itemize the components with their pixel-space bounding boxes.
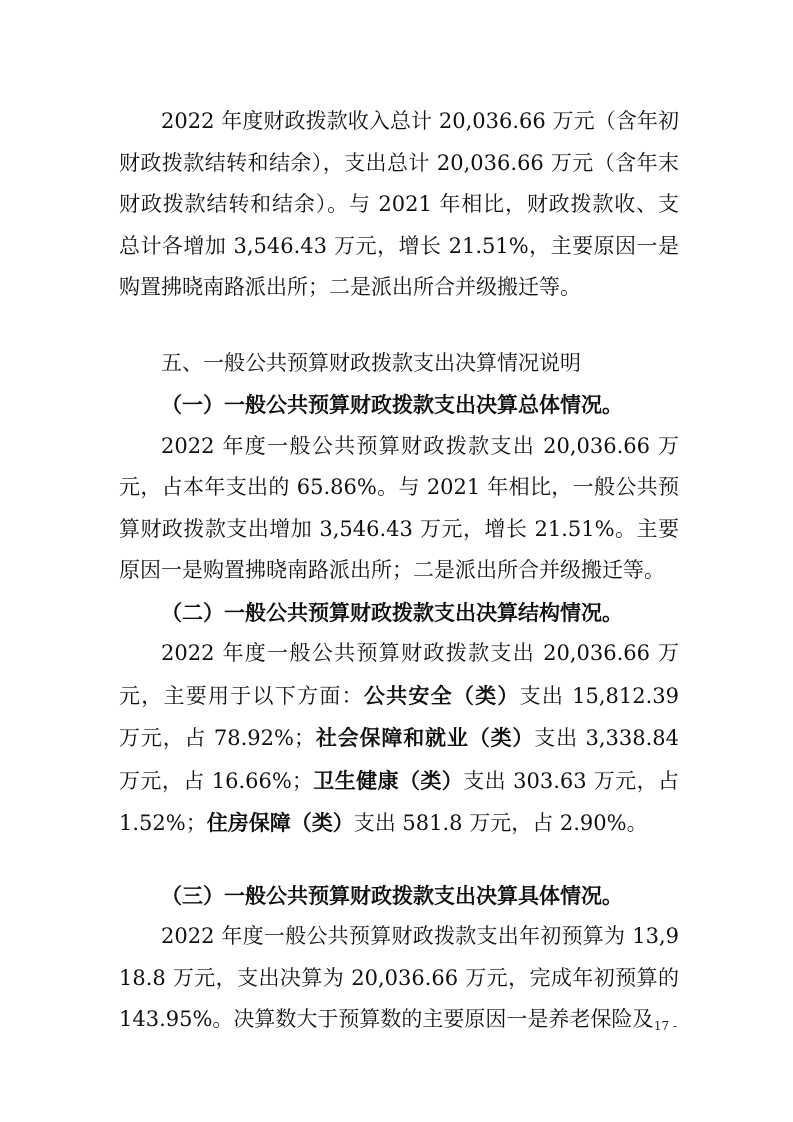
category-social-security: 社会保障和就业（类） [314, 725, 535, 750]
paragraph-structure [119, 633, 679, 845]
paragraph-overall: 2022 年度一般公共预算财政拨款支出 20,036.66 万元，占本年支出的 65.86%。与 2021 年相比，一般公共预算财政拨款支出增加 3,546.43 万元，增长 21.51%。主要原因一是购置拂晓南路派出所；二是派出所合并级搬迁等。 [119, 433, 679, 582]
spacer [119, 309, 679, 343]
structure-intro: 2022 年度一般公共预算财政拨款支出 20,036.66 万元，主要用于以下方面： [119, 641, 679, 708]
category-health-amount: 支出 303.63 万元，占 1.52%； [119, 768, 680, 835]
paragraph-fiscal-total: 2022 年度财政拨款收入总计 20,036.66 万元（含年初财政拨款结转和结余），支出总计 20,036.66 万元（含年末财政拨款结转和结余）。与 2021 年相比，财政拨款收、支总计各增加 3,546.43 万元，增长 21.51%，主要原因一是购置拂晓南路派出所；二是派出所合并级搬迁等。 [119, 109, 679, 299]
category-public-safety-amount: 支出 15,812.39 万元，占 78.92%； [119, 683, 680, 750]
category-public-safety: 公共安全（类） [363, 682, 520, 708]
spacer [119, 845, 679, 875]
category-health: 卫生健康（类） [312, 767, 464, 793]
subsection-three-title: （三）一般公共预算财政拨款支出决算具体情况。 [161, 882, 623, 908]
category-housing-amount: 支出 581.8 万元，占 2.90%。 [353, 811, 648, 835]
document-body [119, 101, 679, 1041]
paragraph-details: 2022 年度一般公共预算财政拨款支出年初预算为 13,918.8 万元，支出决算为 20,036.66 万元，完成年初预算的 143.95%。决算数大于预算数的主要原因一是养老保险及 [119, 924, 679, 1031]
category-social-security-amount: 支出 3,338.84 万元，占 16.66%； [119, 726, 680, 793]
section-five-title: 五、一般公共预算财政拨款支出决算情况说明 [161, 350, 581, 375]
category-housing: 住房保障（类） [206, 810, 354, 835]
subsection-two-title: （二）一般公共预算财政拨款支出决算结构情况。 [161, 599, 623, 625]
subsection-one-title: （一）一般公共预算财政拨款支出决算总体情况。 [161, 392, 623, 417]
page-number: - 17 - [645, 1019, 677, 1033]
